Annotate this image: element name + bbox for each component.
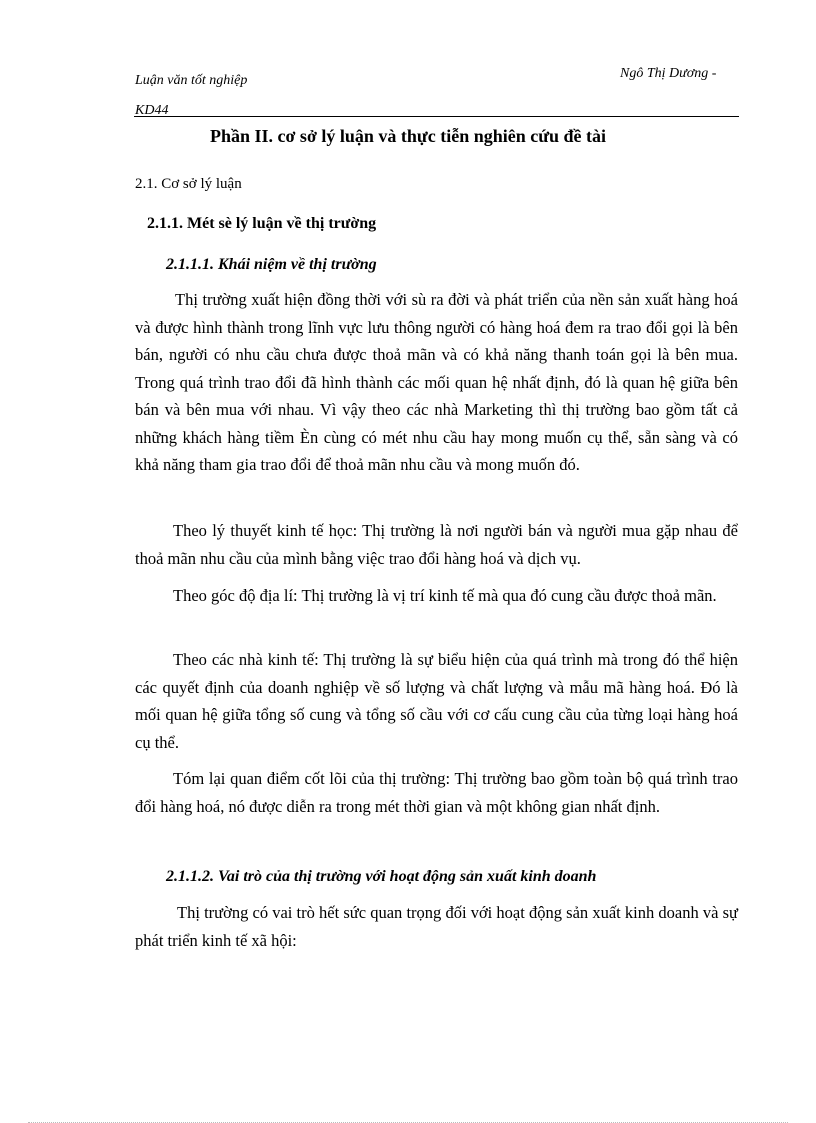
header-author: Ngô Thị Dương - [620,66,717,81]
paragraph: Tóm lại quan điểm cốt lõi của thị trường: Thị trường bao gồm toàn bộ quá trình trao đổi hàng hoá, nó được diễn ra trong mét thời gian và một không gian nhất định. [135,769,738,816]
paragraph: Thị trường có vai trò hết sức quan trọng đối với hoạt động sản xuất kinh doanh và sự phát triển kinh tế xã hội: [135,903,738,950]
paragraph: Theo lý thuyết kinh tế học: Thị trường là nơi người bán và người mua gặp nhau để thoả mãn nhu cầu của mình bằng việc trao đổi hàng hoá và dịch vụ. [135,521,738,568]
header-left [135,66,247,126]
subsection-heading: 2.1.1. Mét sè lý luận về thị trường [147,215,377,232]
header-divider [134,116,739,117]
paragraph: Thị trường xuất hiện đồng thời với sù ra đời và phát triển của nền sản xuất hàng hoá và được hình thành trong lĩnh vực lưu thông người có hàng hoá đem ra trao đổi gọi là bên bán, người có nhu cầu chưa được thoả mãn và có khả năng thanh toán gọi là bên mua. Trong quá trình trao đổi đã hình thành các mối quan hệ nhất định, đó là quan hệ giữa bên bán và bên mua với nhau. Vì vậy theo các nhà Marketing thì thị trường bao gồm tất cả những khách hàng tiềm Èn cùng có mét nhu cầu hay mong muốn cụ thể, sẵn sàng và có khả năng tham gia trao đổi để thoả mãn nhu cầu và mong muốn đó. [135,290,738,474]
header-class-code: KD44 [135,103,169,118]
paragraph: Theo góc độ địa lí: Thị trường là vị trí kinh tế mà qua đó cung cầu được thoả mãn. [173,586,717,605]
paragraph: Theo các nhà kinh tế: Thị trường là sự biểu hiện của quá trình mà trong đó thể hiện các quyết định của doanh nghiệp về số lượng và chất lượng và mẫu mã hàng hoá. Đó là mối quan hệ giữa tổng số cung và tổng số cầu với cơ cấu cung cầu của từng loại hàng hoá cụ thể. [135,650,738,752]
subsubsection-heading-2: 2.1.1.2. Vai trò của thị trường với hoạt động sản xuất kinh doanh [166,868,597,885]
header-thesis-label: Luận văn tốt nghiệp [135,73,248,88]
subsubsection-heading-1: 2.1.1.1. Khái niệm về thị trường [166,256,377,273]
page-title: Phần II. cơ sở lý luận và thực tiễn nghiên cứu đề tài [209,126,607,146]
section-heading: 2.1. Cơ sở lý luận [135,176,242,192]
